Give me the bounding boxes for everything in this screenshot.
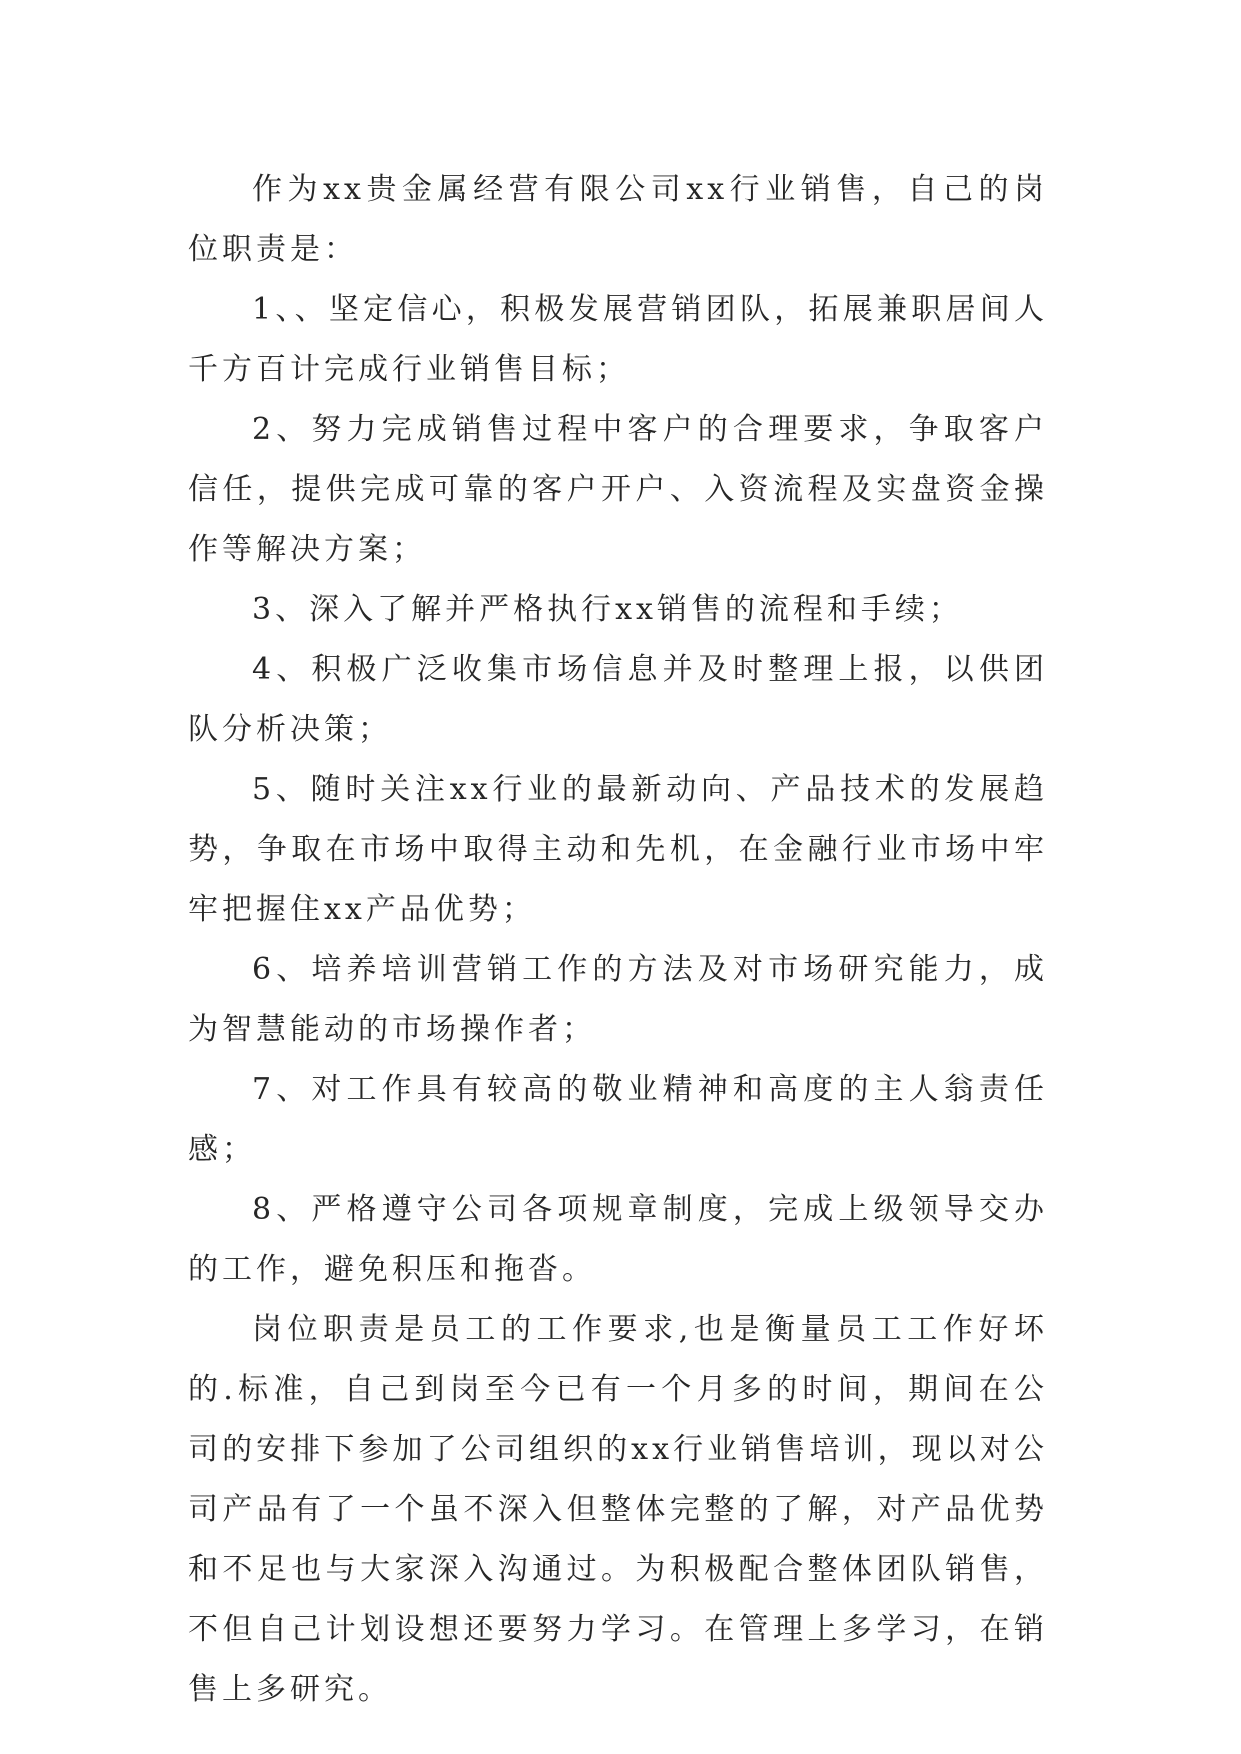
paragraph-item-5: 5、随时关注xx行业的最新动向、产品技术的发展趋势，争取在市场中取得主动和先机，在金融行业市场中牢牢把握住xx产品优势； (188, 772, 1048, 927)
paragraph-item-7: 7、对工作具有较高的敬业精神和高度的主人翁责任感； (188, 1072, 1048, 1167)
paragraph-intro: 作为xx贵金属经营有限公司xx行业销售，自己的岗位职责是： (188, 172, 1048, 267)
paragraph-item-8: 8、严格遵守公司各项规章制度，完成上级领导交办的工作，避免积压和拖沓。 (188, 1192, 1048, 1287)
paragraph-item-2: 2、努力完成销售过程中客户的合理要求，争取客户信任，提供完成可靠的客户开户、入资流程及实盘资金操作等解决方案； (188, 412, 1048, 567)
document-body (188, 160, 1048, 1720)
paragraph-item-1: 1、、坚定信心，积极发展营销团队，拓展兼职居间人千方百计完成行业销售目标； (188, 292, 1048, 387)
paragraph-item-4: 4、积极广泛收集市场信息并及时整理上报，以供团队分析决策； (188, 652, 1048, 747)
paragraph-item-6: 6、培养培训营销工作的方法及对市场研究能力，成为智慧能动的市场操作者； (188, 952, 1048, 1047)
paragraph-summary: 岗位职责是员工的工作要求,也是衡量员工工作好坏的.标准，自己到岗至今已有一个月多的时间，期间在公司的安排下参加了公司组织的xx行业销售培训，现以对公司产品有了一个虽不深入但整体完整的了解，对产品优势和不足也与大家深入沟通过。为积极配合整体团队销售，不但自己计划设想还要努力学习。在管理上多学习，在销售上多研究。 (188, 1312, 1048, 1707)
paragraph-item-3: 3、深入了解并严格执行xx销售的流程和手续； (252, 592, 963, 627)
